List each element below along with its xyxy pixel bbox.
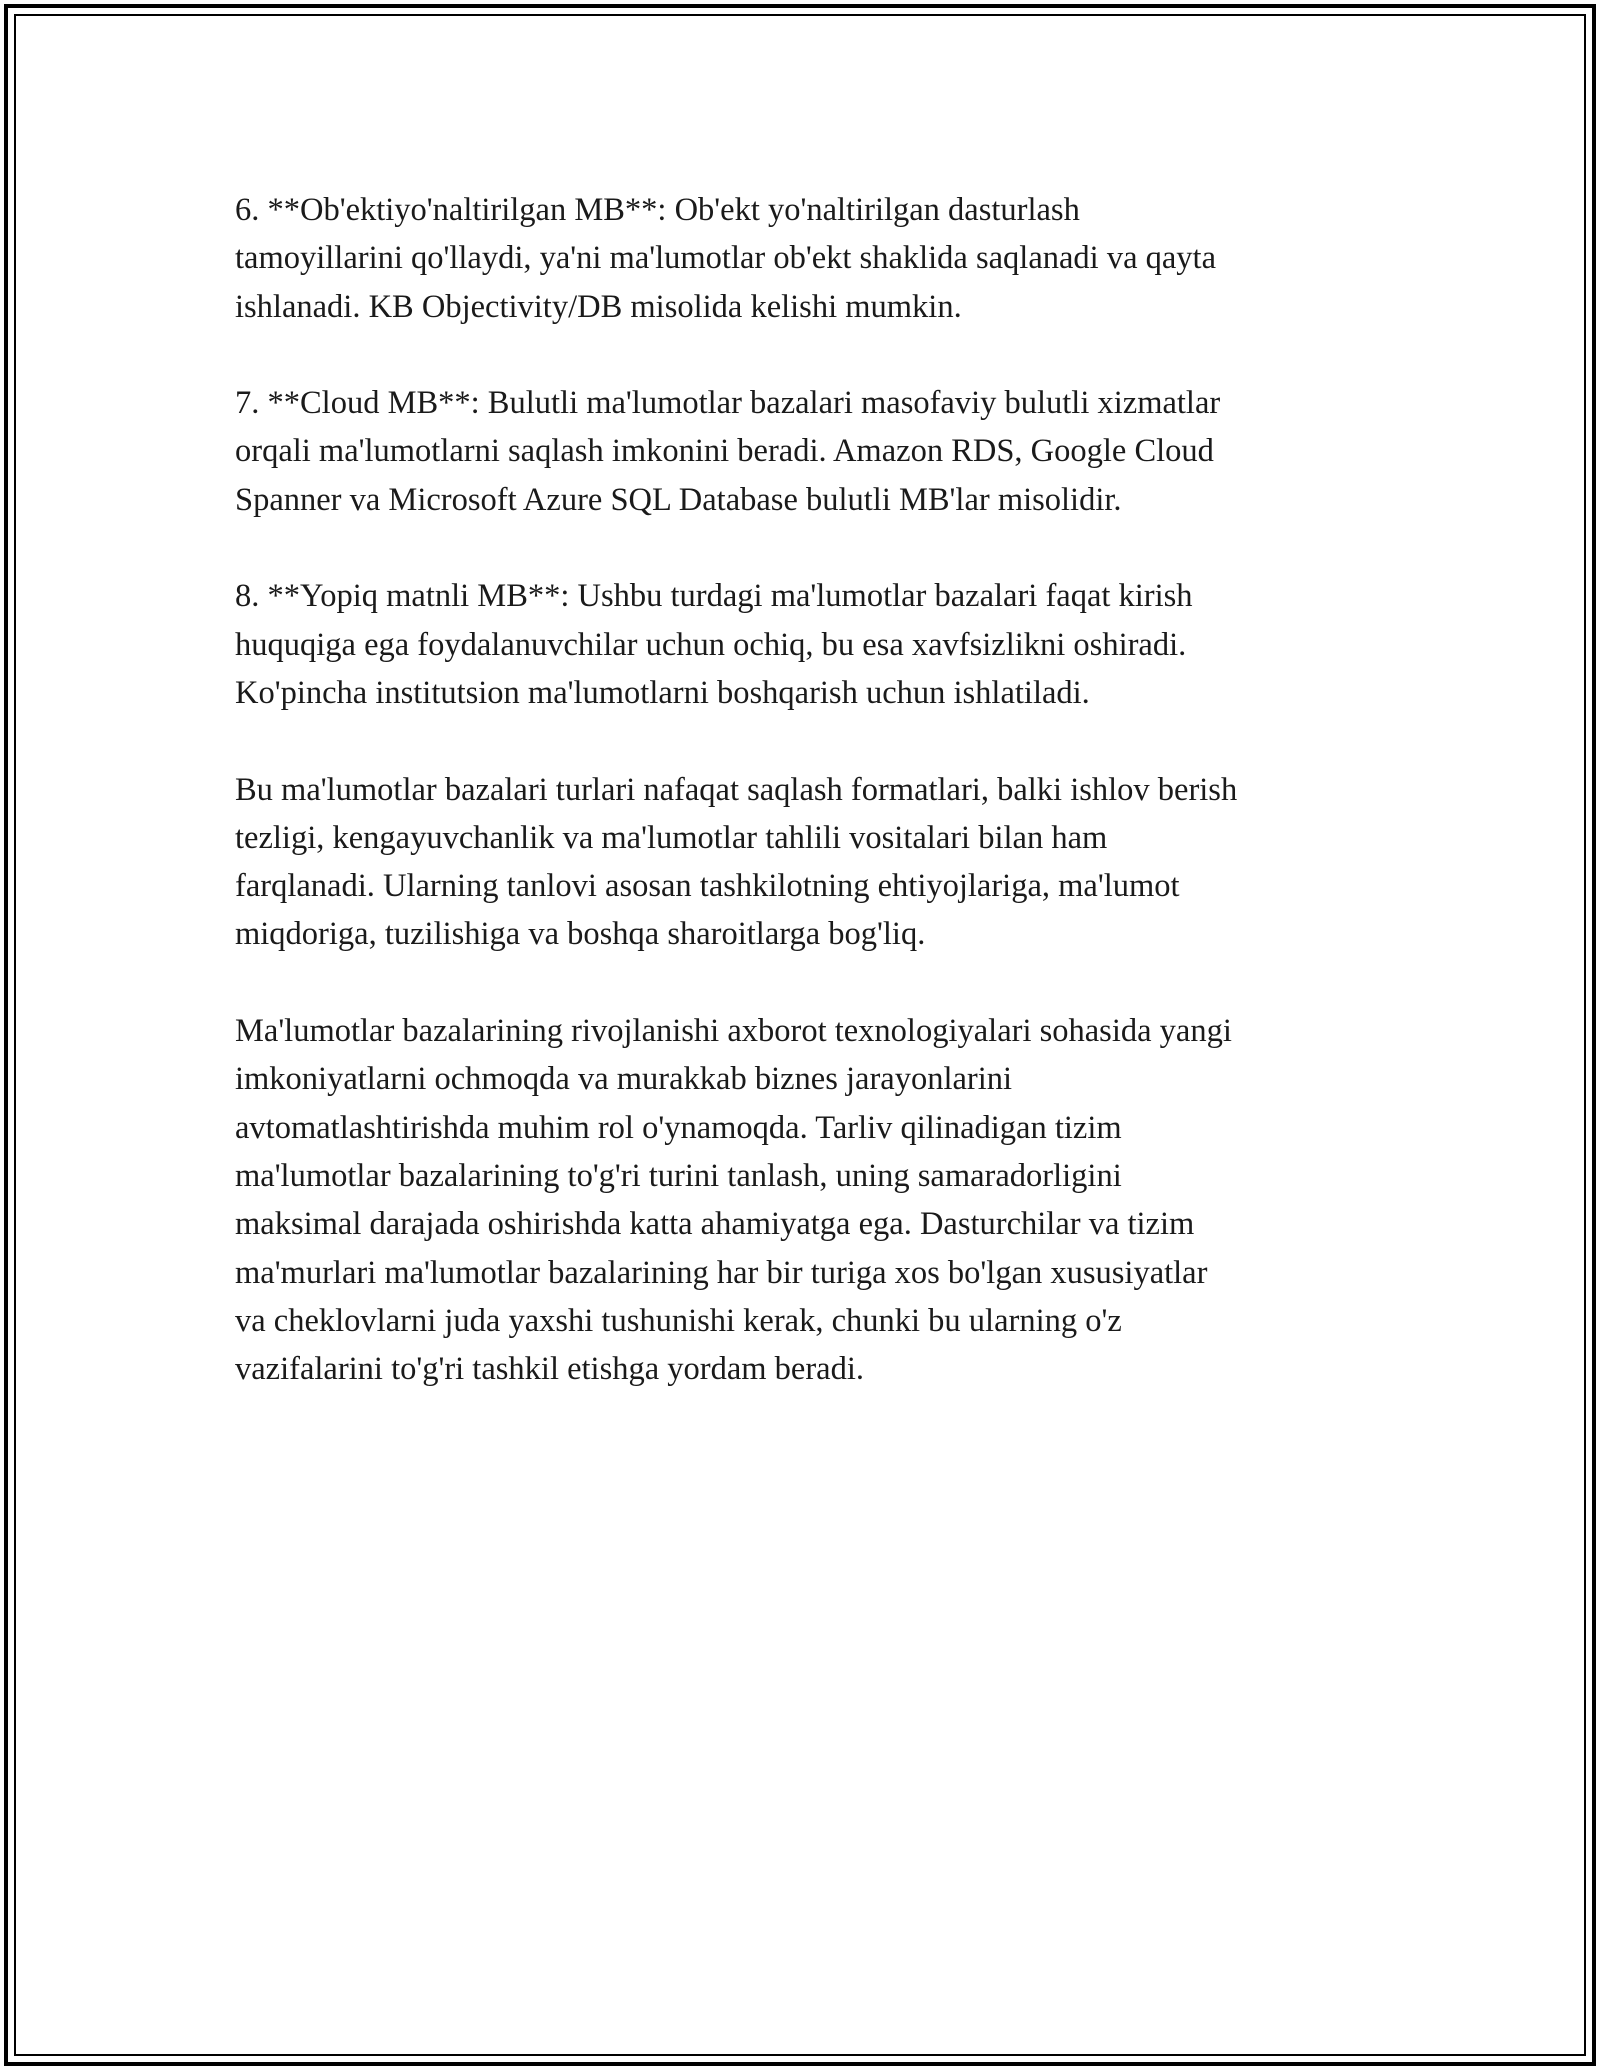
text-line: avtomatlashtirishda muhim rol o'ynamoqda. Tarliv qilinadigan tizim [235, 1109, 1122, 1146]
text-line: tamoyillarini qo'llaydi, ya'ni ma'lumotlar ob'ekt shaklida saqlanadi va qayta [235, 240, 1217, 277]
text-line: va cheklovlarni juda yaxshi tushunishi kerak, chunki bu ularning o'z [235, 1302, 1122, 1339]
text-line: farqlanadi. Ularning tanlovi asosan tashkilotning ehtiyojlariga, ma'lumot [235, 868, 1180, 905]
paragraph-closed-text-db [235, 572, 1385, 717]
text-line: 6. **Ob'ektiyo'naltirilgan MB**: Ob'ekt yo'naltirilgan dasturlash [235, 192, 1080, 228]
text-line: Bu ma'lumotlar bazalari turlari nafaqat saqlash formatlari, balki ishlov berish [235, 771, 1238, 808]
paragraph-db-development [235, 1007, 1385, 1393]
text-line: huquqiga ega foydalanuvchilar uchun ochiq, bu esa xavfsizlikni oshiradi. [235, 626, 1187, 663]
document-body [235, 186, 1385, 1442]
paragraph-cloud-db [235, 379, 1385, 524]
text-line: Ma'lumotlar bazalarining rivojlanishi axborot texnologiyalari sohasida yangi [235, 1013, 1232, 1050]
text-line: ma'murlari ma'lumotlar bazalarining har bir turiga xos bo'lgan xususiyatlar [235, 1254, 1208, 1291]
text-line: 7. **Cloud MB**: Bulutli ma'lumotlar bazalari masofaviy bulutli xizmatlar [235, 385, 1221, 422]
text-line: imkoniyatlarni ochmoqda va murakkab biznes jarayonlarini [235, 1061, 1013, 1098]
text-line: ishlanadi. KB Objectivity/DB misolida kelishi mumkin. [235, 288, 962, 325]
paragraph-db-types-summary [235, 766, 1385, 959]
text-line: vazifalarini to'g'ri tashkil etishga yordam beradi. [235, 1351, 865, 1388]
text-line: ma'lumotlar bazalarining to'g'ri turini tanlash, uning samaradorligini [235, 1157, 1122, 1194]
paragraph-object-oriented-db [235, 186, 1385, 331]
text-line: maksimal darajada oshirishda katta ahamiyatga ega. Dasturchilar va tizim [235, 1206, 1195, 1243]
text-line: Spanner va Microsoft Azure SQL Database bulutli MB'lar misolidir. [235, 481, 1122, 518]
text-line: orqali ma'lumotlarni saqlash imkonini beradi. Amazon RDS, Google Cloud [235, 433, 1214, 470]
text-line: 8. **Yopiq matnli MB**: Ushbu turdagi ma'lumotlar bazalari faqat kirish [235, 578, 1193, 615]
text-line: miqdoriga, tuzilishiga va boshqa sharoitlarga bog'liq. [235, 916, 926, 953]
text-line: Ko'pincha institutsion ma'lumotlarni boshqarish uchun ishlatiladi. [235, 674, 1090, 711]
text-line: tezligi, kengayuvchanlik va ma'lumotlar tahlili vositalari bilan ham [235, 819, 1108, 856]
